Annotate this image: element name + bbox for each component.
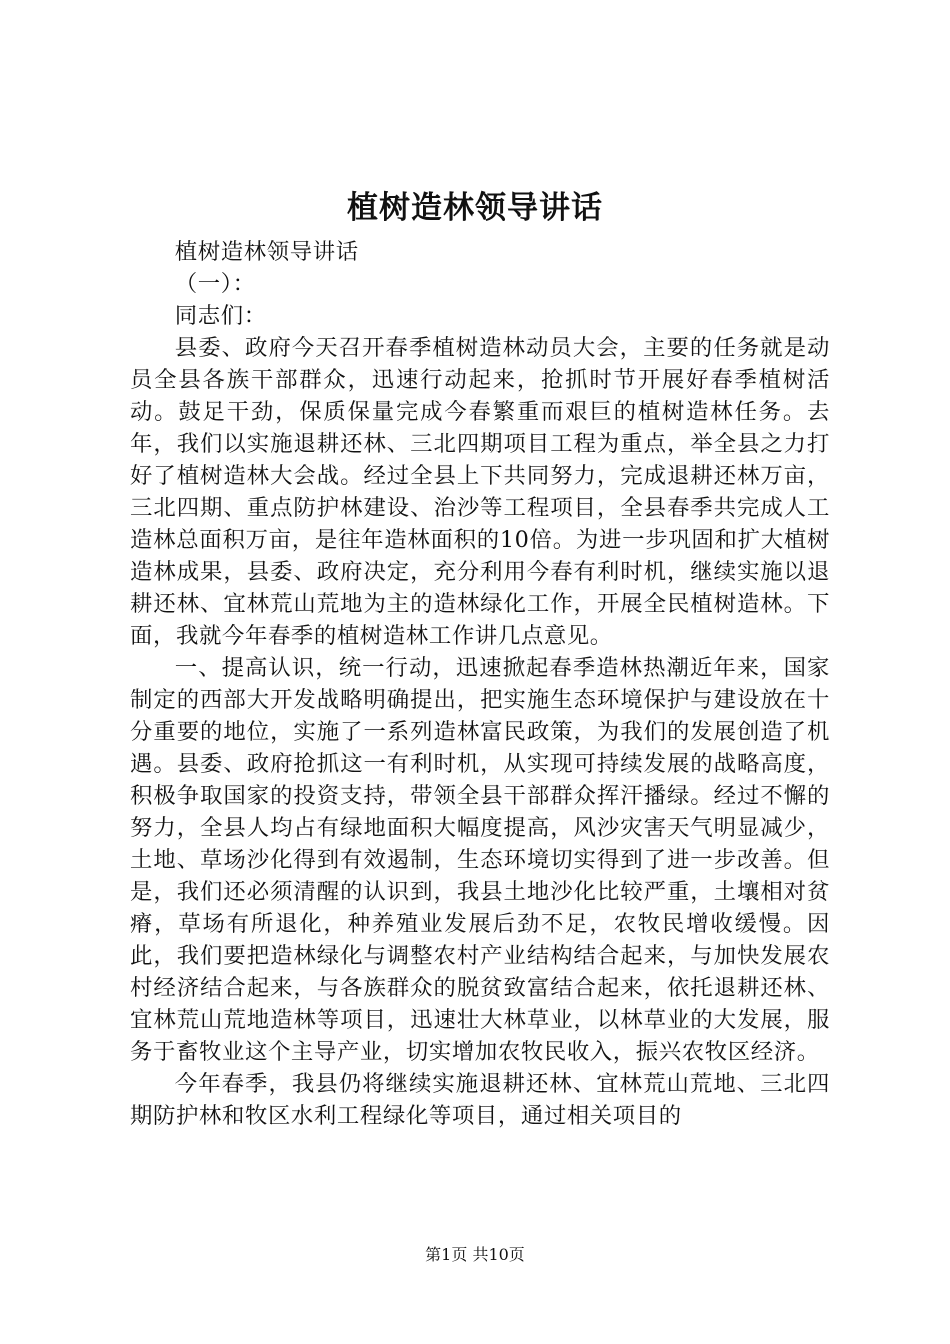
document-body <box>130 236 830 1132</box>
paragraph-section-one: 一、提高认识，统一行动，迅速掀起春季造林热潮近年来，国家制定的西部大开发战略明确提出，把实施生态环境保护与建设放在十分重要的地位，实施了一系列造林富民政策，为我们的发展创造了机遇。县委、政府抢抓这一有利时机，从实现可持续发展的战略高度，积极争取国家的投资支持，带领全县干部群众挥汗播绿。经过不懈的努力，全县人均占有绿地面积大幅度提高，风沙灾害天气明显减少，土地、草场沙化得到有效遏制，生态环境切实得到了进一步改善。但是，我们还必须清醒的认识到，我县土地沙化比较严重，土壤相对贫瘠，草场有所退化，种养殖业发展后劲不足，农牧民增收缓慢。因此，我们要把造林绿化与调整农村产业结构结合起来，与加快发展农村经济结合起来，与各族群众的脱贫致富结合起来，依托退耕还林、宜林荒山荒地造林等项目，迅速壮大林草业，以林草业的大发展，服务于畜牧业这个主导产业，切实增加农牧民收入，振兴农牧区经济。 <box>130 655 830 1065</box>
paragraph-section-number: （一）： <box>174 271 256 297</box>
paragraph-spring-plan: 今年春季，我县仍将继续实施退耕还林、宜林荒山荒地、三北四期防护林和牧区水利工程绿化等项目，通过相关项目的 <box>130 1071 830 1129</box>
paragraph-subtitle: 植树造林领导讲话 <box>174 239 359 265</box>
page-title: 植树造林领导讲话 <box>347 190 603 226</box>
paragraph-intro: 县委、政府今天召开春季植树造林动员大会，主要的任务就是动员全县各族干部群众，迅速行动起来，抢抓时节开展好春季植树活动。鼓足干劲，保质保量完成今春繁重而艰巨的植树造林任务。去年，我们以实施退耕还林、三北四期项目工程为重点，举全县之力打好了植树造林大会战。经过全县上下共同努力，完成退耕还林万亩，三北四期、重点防护林建设、治沙等工程项目，全县春季共完成人工造林总面积万亩，是往年造林面积的10倍。为进一步巩固和扩大植树造林成果，县委、政府决定，充分利用今春有利时机，继续实施以退耕还林、宜林荒山荒地为主的造林绿化工作，开展全民植树造林。下面，我就今年春季的植树造林工作讲几点意见。 <box>130 335 830 649</box>
page-footer: 第1页 共10页 <box>425 1245 525 1264</box>
paragraph-salutation: 同志们： <box>174 303 267 329</box>
